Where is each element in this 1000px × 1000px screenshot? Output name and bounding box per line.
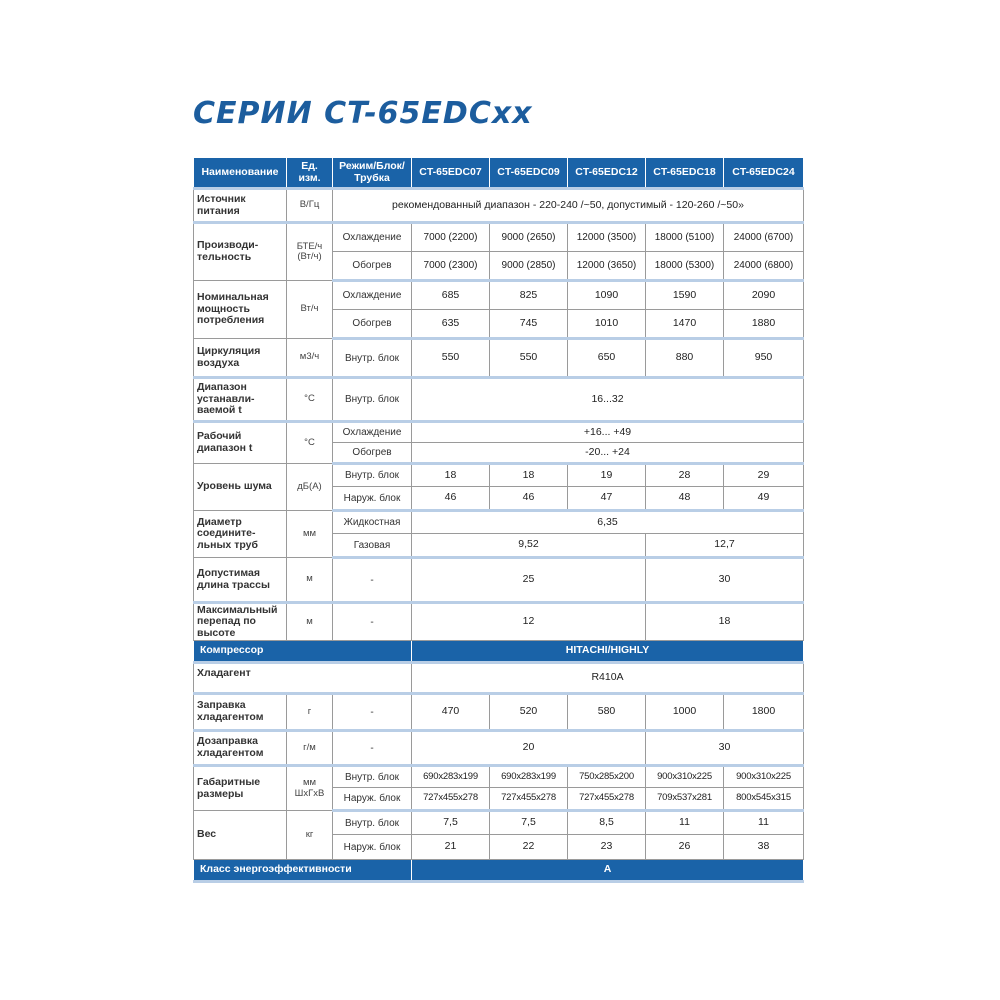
cell-value: 7000 (2300)	[412, 252, 490, 281]
row-name: Дозаправка хладагентом	[194, 731, 287, 766]
cell-value: 20	[412, 731, 646, 766]
row-name: Класс энергоэффективности	[194, 860, 412, 882]
row-unit: мм	[287, 511, 333, 558]
row-name: Диаметр соедините- льных труб	[194, 511, 287, 558]
table-row	[194, 811, 804, 835]
row-unit: м3/ч	[287, 339, 333, 378]
cell-value: 750x285x200	[568, 766, 646, 788]
row-unit: м	[287, 558, 333, 603]
cell-value: 6,35	[412, 511, 804, 534]
cell-value: 7000 (2200)	[412, 223, 490, 252]
cell-value: 470	[412, 694, 490, 731]
cell-value: 18	[490, 464, 568, 487]
mode-label: Внутр. блок	[333, 464, 412, 487]
header-model: CT-65EDC12	[568, 158, 646, 189]
cell-value: 550	[490, 339, 568, 378]
row-name: Производи- тельность	[194, 223, 287, 281]
row-unit: БТЕ/ч (Вт/ч)	[287, 223, 333, 281]
cell-value: 29	[724, 464, 804, 487]
row-name: Рабочий диапазон t	[194, 422, 287, 464]
header-mode: Режим/Блок/ Трубка	[333, 158, 412, 189]
row-unit: °С	[287, 378, 333, 422]
row-name: Допустимая длина трассы	[194, 558, 287, 603]
cell-value: 1000	[646, 694, 724, 731]
table-row	[194, 766, 804, 788]
row-name: Источник питания	[194, 189, 287, 223]
mode-label: Внутр. блок	[333, 378, 412, 422]
cell-value: 900x310x225	[646, 766, 724, 788]
cell-value: R410A	[412, 663, 804, 694]
table-row	[194, 378, 804, 422]
cell-value: 1800	[724, 694, 804, 731]
row-unit: дБ(А)	[287, 464, 333, 511]
row-name: Хладагент	[194, 663, 412, 694]
mode-label: Обогрев	[333, 443, 412, 464]
cell-value: 18000 (5100)	[646, 223, 724, 252]
header-model: CT-65EDC18	[646, 158, 724, 189]
compressor-value: HITACHI/HIGHLY	[412, 641, 804, 663]
mode-label: Охлаждение	[333, 422, 412, 443]
power-source-value: рекомендованный диапазон - 220-240 /~50, допустимый - 120-260 /~50»	[333, 189, 804, 223]
row-name: Уровень шума	[194, 464, 287, 511]
header-row	[194, 158, 804, 189]
cell-value: 580	[568, 694, 646, 731]
row-unit: мм ШхГхВ	[287, 766, 333, 811]
cell-value: 550	[412, 339, 490, 378]
spec-table	[193, 157, 804, 883]
energy-class-row	[194, 860, 804, 882]
row-name: Максимальный перепад по высоте	[194, 603, 287, 641]
table-row	[194, 281, 804, 310]
mode-label: -	[333, 558, 412, 603]
row-unit: г/м	[287, 731, 333, 766]
cell-value: 25	[412, 558, 646, 603]
row-name: Вес	[194, 811, 287, 860]
mode-label: Наруж. блок	[333, 487, 412, 511]
mode-label: -	[333, 731, 412, 766]
page-title: СЕРИИ CT-65EDCxx	[193, 96, 533, 131]
mode-label: Газовая	[333, 534, 412, 558]
cell-value: 23	[568, 835, 646, 860]
header-name: Наименование	[194, 158, 287, 189]
table-row	[194, 339, 804, 378]
cell-value: 16...32	[412, 378, 804, 422]
cell-value: 19	[568, 464, 646, 487]
cell-value: 900x310x225	[724, 766, 804, 788]
cell-value: 9,52	[412, 534, 646, 558]
cell-value: 26	[646, 835, 724, 860]
energy-class-value: A	[412, 860, 804, 882]
cell-value: 30	[646, 731, 804, 766]
table-row	[194, 511, 804, 534]
mode-label: -	[333, 694, 412, 731]
cell-value: 1590	[646, 281, 724, 310]
header-model: CT-65EDC09	[490, 158, 568, 189]
mode-label: Охлаждение	[333, 281, 412, 310]
cell-value: 49	[724, 487, 804, 511]
mode-label: Наруж. блок	[333, 788, 412, 811]
row-name: Номинальная мощность потребления	[194, 281, 287, 339]
cell-value: 727x455x278	[412, 788, 490, 811]
cell-value: 1090	[568, 281, 646, 310]
cell-value: 46	[412, 487, 490, 511]
cell-value: 950	[724, 339, 804, 378]
cell-value: 1880	[724, 310, 804, 339]
cell-value: 727x455x278	[568, 788, 646, 811]
row-unit: Вт/ч	[287, 281, 333, 339]
cell-value: 880	[646, 339, 724, 378]
row-unit: В/Гц	[287, 189, 333, 223]
table-row	[194, 422, 804, 443]
row-unit: °С	[287, 422, 333, 464]
cell-value: 825	[490, 281, 568, 310]
cell-value: 1010	[568, 310, 646, 339]
mode-label: Обогрев	[333, 252, 412, 281]
cell-value: 690x283x199	[490, 766, 568, 788]
cell-value: 9000 (2850)	[490, 252, 568, 281]
cell-value: 18	[646, 603, 804, 641]
cell-value: 28	[646, 464, 724, 487]
table-row	[194, 189, 804, 223]
table-row	[194, 663, 804, 694]
cell-value: 12,7	[646, 534, 804, 558]
cell-value: 745	[490, 310, 568, 339]
row-unit: м	[287, 603, 333, 641]
cell-value: 18	[412, 464, 490, 487]
row-name: Диапазон устанавли- ваемой t	[194, 378, 287, 422]
cell-value: 38	[724, 835, 804, 860]
cell-value: 11	[724, 811, 804, 835]
mode-label: -	[333, 603, 412, 641]
cell-value: 520	[490, 694, 568, 731]
header-model: CT-65EDC24	[724, 158, 804, 189]
row-name: Габаритные размеры	[194, 766, 287, 811]
cell-value: 24000 (6700)	[724, 223, 804, 252]
cell-value: 709x537x281	[646, 788, 724, 811]
mode-label: Внутр. блок	[333, 339, 412, 378]
cell-value: 7,5	[490, 811, 568, 835]
cell-value: 690x283x199	[412, 766, 490, 788]
mode-label: Жидкостная	[333, 511, 412, 534]
cell-value: 11	[646, 811, 724, 835]
cell-value: 9000 (2650)	[490, 223, 568, 252]
mode-label: Наруж. блок	[333, 835, 412, 860]
cell-value: 12	[412, 603, 646, 641]
cell-value: 22	[490, 835, 568, 860]
table-row	[194, 694, 804, 731]
cell-value: 12000 (3500)	[568, 223, 646, 252]
cell-value: 21	[412, 835, 490, 860]
cell-value: 800x545x315	[724, 788, 804, 811]
cell-value: 7,5	[412, 811, 490, 835]
header-model: CT-65EDC07	[412, 158, 490, 189]
cell-value: -20... +24	[412, 443, 804, 464]
cell-value: 30	[646, 558, 804, 603]
cell-value: 48	[646, 487, 724, 511]
row-name: Заправка хладагентом	[194, 694, 287, 731]
compressor-row	[194, 641, 804, 663]
cell-value: 8,5	[568, 811, 646, 835]
cell-value: +16... +49	[412, 422, 804, 443]
header-unit: Ед. изм.	[287, 158, 333, 189]
cell-value: 727x455x278	[490, 788, 568, 811]
cell-value: 46	[490, 487, 568, 511]
cell-value: 2090	[724, 281, 804, 310]
table-row	[194, 464, 804, 487]
cell-value: 12000 (3650)	[568, 252, 646, 281]
row-name: Циркуляция воздуха	[194, 339, 287, 378]
table-row	[194, 223, 804, 252]
cell-value: 1470	[646, 310, 724, 339]
mode-label: Обогрев	[333, 310, 412, 339]
mode-label: Охлаждение	[333, 223, 412, 252]
cell-value: 18000 (5300)	[646, 252, 724, 281]
table-row	[194, 603, 804, 641]
cell-value: 685	[412, 281, 490, 310]
cell-value: 635	[412, 310, 490, 339]
mode-label: Внутр. блок	[333, 766, 412, 788]
table-row	[194, 731, 804, 766]
table-row	[194, 558, 804, 603]
row-unit: кг	[287, 811, 333, 860]
row-unit: г	[287, 694, 333, 731]
mode-label: Внутр. блок	[333, 811, 412, 835]
row-name: Компрессор	[194, 641, 412, 663]
cell-value: 650	[568, 339, 646, 378]
cell-value: 24000 (6800)	[724, 252, 804, 281]
cell-value: 47	[568, 487, 646, 511]
